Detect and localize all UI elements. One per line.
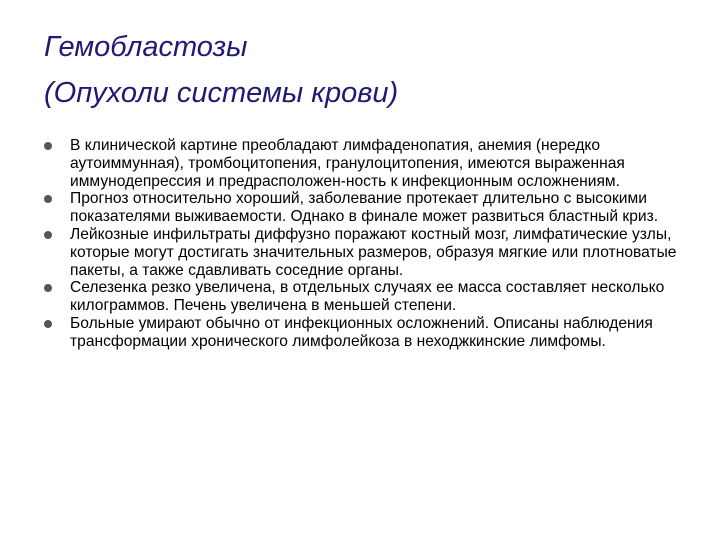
slide-title-line-1: Гемобластозы [44, 31, 248, 63]
bullet-item-1 [40, 137, 680, 190]
bullet-text-4: Селезенка резко увеличена, в отдельных случаях ее масса составляет несколько килограммов. Печень увеличена в меньшей степени. [70, 279, 665, 315]
bullet-dot-icon [44, 231, 52, 239]
slide-title [44, 24, 398, 116]
bullet-text-5: Больные умирают обычно от инфекционных осложнений. Описаны наблюдения трансформации хронического лимфолейкоза в неходжкинские лимфомы. [70, 314, 653, 350]
bullet-text-1: В клинической картине преобладают лимфаденопатия, анемия (нередко аутоиммунная), тромбоцитопения, гранулоцитопения, имеются выраженная иммунодепрессия и предрасположен-ность к инфекционным осложнениям. [70, 137, 625, 190]
bullet-item-4 [40, 279, 680, 315]
bullet-text-3: Лейкозные инфильтраты диффузно поражают костный мозг, лимфатические узлы, которые могут достигать значительных размеров, образуя мягкие или плотноватые пакеты, а также сдавливать соседние органы. [70, 225, 677, 279]
bullet-text-2: Прогноз относительно хороший, заболевание протекает длительно с высокими показателями выживаемости. Однако в финале может развиться бластный криз. [70, 190, 659, 226]
bullet-item-3 [40, 226, 680, 279]
bullet-dot-icon [44, 195, 52, 203]
slide-title-line-2: (Опухоли системы крови) [44, 77, 399, 109]
bullet-dot-icon [44, 320, 52, 328]
bullet-dot-icon [44, 142, 52, 150]
bullet-list [40, 137, 680, 351]
bullet-item-5 [40, 315, 680, 351]
bullet-item-2 [40, 190, 680, 226]
bullet-dot-icon [44, 284, 52, 292]
